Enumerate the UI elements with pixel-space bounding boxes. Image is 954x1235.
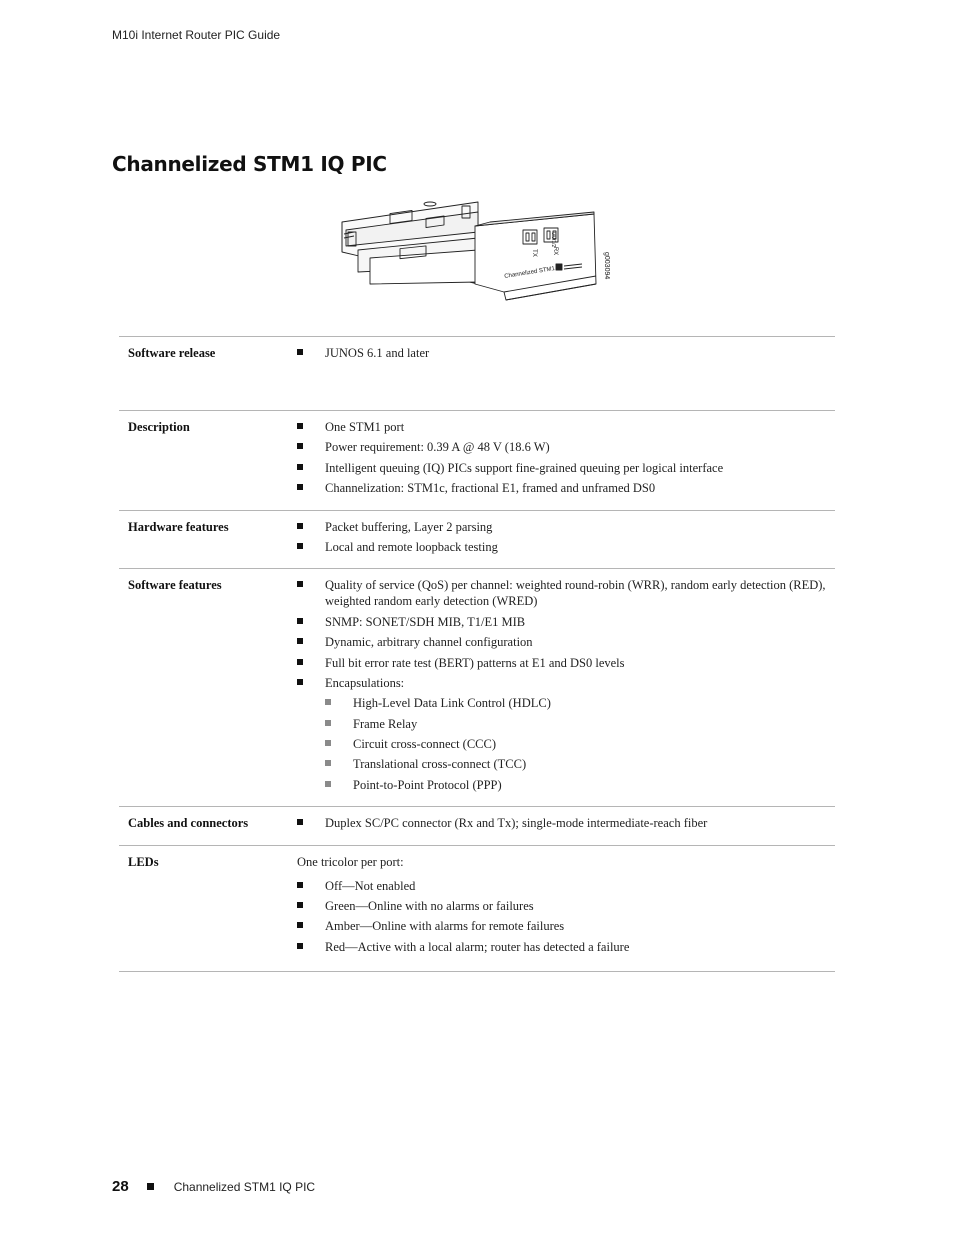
spec-row-cables-connectors (119, 807, 835, 845)
list-item: Intelligent queuing (IQ) PICs support fine-grained queuing per logical interface (297, 460, 835, 476)
sub-list-item: High-Level Data Link Control (HDLC) (325, 695, 835, 711)
page-number: 28 (112, 1178, 129, 1195)
list-item: Quality of service (QoS) per channel: weighted round-robin (WRR), random early detection (RED), weighted random early detection (WRED) (297, 577, 835, 609)
list-item: SNMP: SONET/SDH MIB, T1/E1 MIB (297, 614, 835, 630)
spec-body (297, 345, 835, 401)
spec-label: Cables and connectors (128, 816, 249, 831)
spec-row-software-features (119, 569, 835, 807)
port-id-label: 0/0/1/2 (550, 232, 556, 248)
spec-row-description (119, 411, 835, 511)
sub-list-item: Translational cross-connect (TCC) (325, 756, 835, 772)
list-item: Dynamic, arbitrary channel configuration (297, 634, 835, 650)
page-footer (112, 1178, 315, 1195)
spec-body (297, 854, 835, 960)
list-item: One STM1 port (297, 419, 835, 435)
spec-body (297, 815, 835, 835)
list-item: Duplex SC/PC connector (Rx and Tx); single-mode intermediate-reach fiber (297, 815, 835, 831)
list-item: Green—Online with no alarms or failures (297, 898, 835, 914)
sub-list-item: Circuit cross-connect (CCC) (325, 736, 835, 752)
faceplate-label: Channelized STM1 (504, 266, 556, 280)
spec-row-leds (119, 846, 835, 973)
spec-body (297, 519, 835, 560)
list-item: Encapsulations: (297, 675, 835, 691)
spec-label: Software release (128, 346, 216, 360)
list-item: JUNOS 6.1 and later (297, 345, 835, 361)
figure-id: g003094 (603, 252, 610, 280)
spec-table (119, 336, 835, 972)
spec-body (297, 419, 835, 501)
pic-line-drawing (330, 192, 620, 310)
sub-list-item: Point-to-Point Protocol (PPP) (325, 777, 835, 793)
spec-label: Hardware features (128, 519, 229, 534)
spec-body (297, 577, 835, 797)
list-item: Power requirement: 0.39 A @ 48 V (18.6 W) (297, 439, 835, 455)
spec-label: LEDs (128, 854, 159, 869)
rx-port-label: RX (552, 246, 559, 256)
running-header: M10i Internet Router PIC Guide (112, 28, 281, 42)
list-item: Amber—Online with alarms for remote failures (297, 918, 835, 934)
pic-illustration (330, 192, 620, 310)
square-bullet-icon (147, 1183, 154, 1190)
spec-label: Software features (128, 578, 222, 593)
sub-list-item: Frame Relay (325, 716, 835, 732)
list-item: Off—Not enabled (297, 878, 835, 894)
list-item: Packet buffering, Layer 2 parsing (297, 519, 835, 535)
tx-port-label: TX (530, 249, 537, 257)
list-item: Red—Active with a local alarm; router has detected a failure (297, 939, 835, 955)
list-item: Full bit error rate test (BERT) patterns at E1 and DS0 levels (297, 655, 835, 671)
spec-label: Description (128, 420, 190, 434)
leds-intro: One tricolor per port: (297, 854, 404, 869)
list-item: Channelization: STM1c, fractional E1, framed and unframed DS0 (297, 480, 835, 496)
list-item: Local and remote loopback testing (297, 539, 835, 555)
page-title: Channelized STM1 IQ PIC (112, 152, 387, 176)
footer-section-title: Channelized STM1 IQ PIC (173, 1179, 316, 1194)
spec-row-software-release (119, 337, 835, 411)
spec-row-hardware-features (119, 511, 835, 570)
